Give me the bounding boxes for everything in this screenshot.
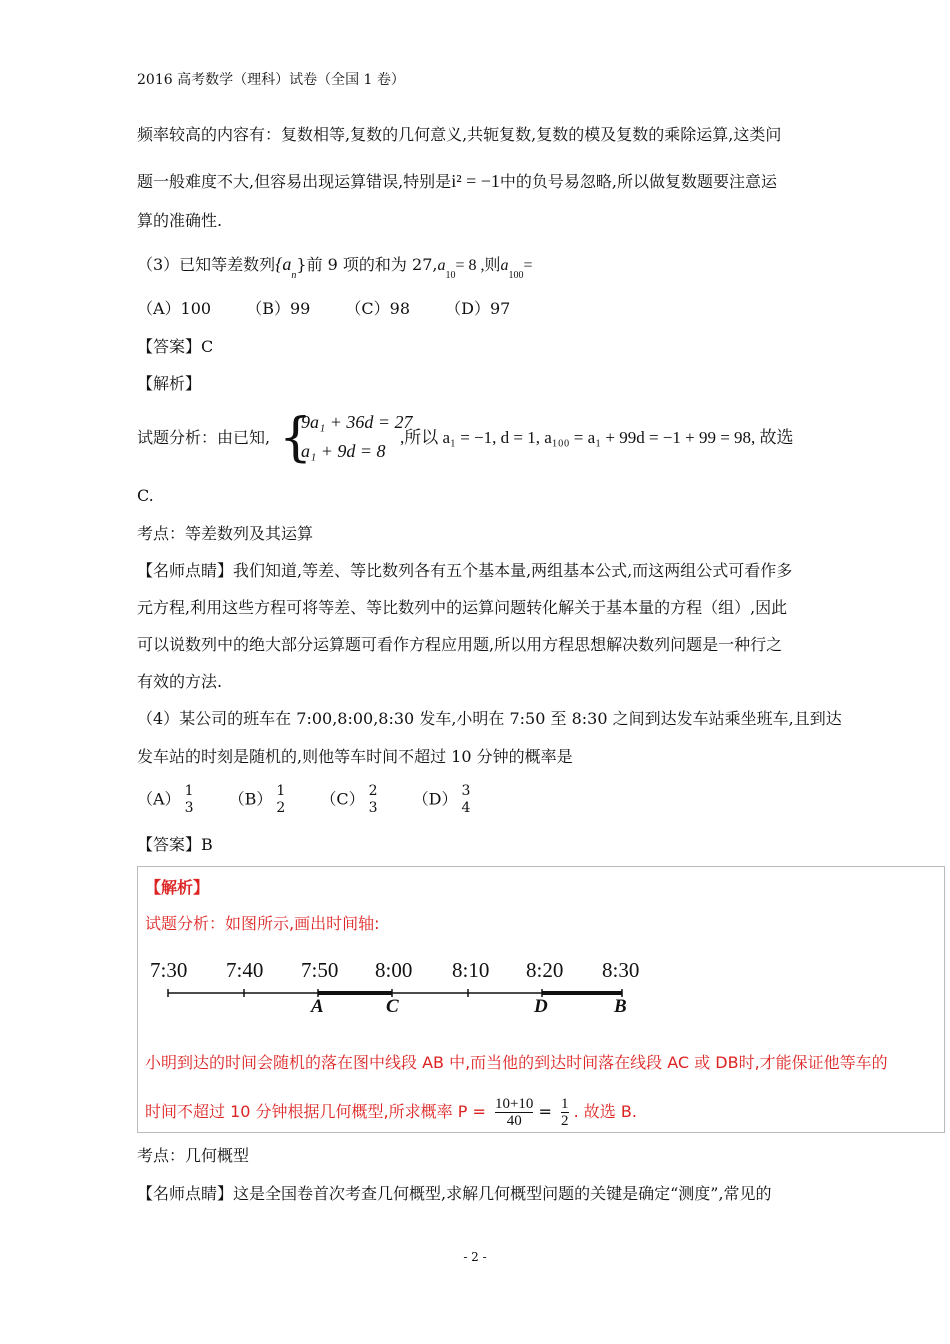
subscript: 10 bbox=[445, 270, 456, 281]
box-text-line: 时间不超过 10 分钟根据几何概型,所求概率 P = $\frac{10+10}{40}$ = $\frac{1}{2}$ . 故选 B. bbox=[145, 1096, 637, 1129]
kaodian: 考点：等差数列及其运算 bbox=[137, 524, 314, 543]
paragraph-line: 算的准确性. bbox=[137, 211, 223, 230]
tip-line: 【名师点睛】我们知道,等差、等比数列各有五个基本量,两组基本公式,而这两组公式可看作多 bbox=[137, 561, 793, 580]
answer: 【答案】B bbox=[137, 835, 213, 854]
analysis-heading: 【解析】 bbox=[137, 374, 202, 393]
point-label-d: D bbox=[534, 996, 548, 1017]
page-header: 2016 高考数学（理科）试卷（全国 1 卷） bbox=[137, 72, 405, 88]
text: 中的负号易忽略,所以做复数题要注意运 bbox=[499, 172, 777, 191]
tip-line: 有效的方法. bbox=[137, 672, 223, 691]
option-c: （C）98 bbox=[345, 299, 411, 318]
option-b: （B） 1 2 bbox=[228, 783, 286, 816]
text: = 8 ,则 bbox=[455, 257, 501, 274]
option-d: （D） 3 4 bbox=[412, 783, 471, 816]
box-analysis: 试题分析：如图所示,画出时间轴: bbox=[145, 914, 380, 933]
text: （3）已知等差数列 bbox=[137, 255, 276, 274]
option-b: （B）99 bbox=[246, 299, 311, 318]
fraction: $\frac{1}{2}$ bbox=[561, 1096, 569, 1129]
kaodian: 考点：几何概型 bbox=[137, 1146, 250, 1165]
time-label: 8:10 bbox=[452, 958, 490, 982]
system-row-1: 9a₁ + 36d = 27 bbox=[301, 412, 413, 432]
formula: a bbox=[437, 257, 446, 274]
point-label-b: B bbox=[614, 996, 627, 1017]
fraction: $\frac{10+10}{40}$ bbox=[494, 1096, 534, 1129]
tip-line: 可以说数列中的绝大部分运算题可看作方程应用题,所以用方程思想解决数列问题是一种行之 bbox=[137, 635, 783, 654]
system-row-2: a₁ + 9d = 8 bbox=[301, 441, 386, 461]
analysis-prefix: 试题分析：由已知, bbox=[137, 428, 271, 447]
text: 题一般难度不大,但容易出现运算错误,特别是 bbox=[137, 172, 452, 191]
point-label-c: C bbox=[386, 996, 399, 1017]
tip-line: 元方程,利用这些方程可将等差、等比数列中的运算问题转化解关于基本量的方程（组）,因此 bbox=[137, 598, 788, 617]
option-a: （A） 1 3 bbox=[137, 783, 194, 816]
box-jiexi: 【解析】 bbox=[145, 878, 210, 897]
question-4-stem: （4）某公司的班车在 7:00,8:00,8:30 发车,小明在 7:50 至 8:30 之间到达发车站乘坐班车,且到达 bbox=[137, 709, 842, 728]
answer: 【答案】C bbox=[137, 337, 214, 356]
time-label: 8:00 bbox=[375, 958, 413, 982]
analysis-suffix: ,所以 a₁ = −1, d = 1, a₁₀₀ = a₁ + 99d = −1 + 99 = 98, 故选 bbox=[400, 428, 794, 447]
time-label: 7:30 bbox=[150, 958, 188, 982]
option-a: （A）100 bbox=[137, 299, 212, 318]
formula: a bbox=[500, 257, 509, 274]
option-c: （C） 2 3 bbox=[320, 783, 378, 816]
question-4-stem: 发车站的时刻是随机的,则他等车时间不超过 10 分钟的概率是 bbox=[137, 747, 573, 766]
subscript: n bbox=[291, 270, 297, 281]
subscript: 100 bbox=[508, 270, 524, 281]
page-number: - 2 - bbox=[463, 1250, 487, 1264]
time-label: 7:40 bbox=[226, 958, 264, 982]
analysis-end: C. bbox=[137, 486, 154, 505]
system-brace: { bbox=[279, 408, 313, 468]
time-label: 8:20 bbox=[526, 958, 564, 982]
formula: i² = −1 bbox=[451, 171, 500, 191]
text: = bbox=[523, 257, 533, 274]
paragraph-line: 频率较高的内容有：复数相等,复数的几何意义,共轭复数,复数的模及复数的乘除运算,这类问 bbox=[137, 125, 782, 144]
time-label: 7:50 bbox=[301, 958, 339, 982]
text: }前 9 项的和为 27, bbox=[296, 255, 438, 274]
time-label: 8:30 bbox=[602, 958, 640, 982]
tip-line: 【名师点睛】这是全国卷首次考查几何概型,求解几何概型问题的关键是确定“测度”,常见的 bbox=[137, 1184, 772, 1203]
option-d: （D）97 bbox=[445, 299, 511, 318]
point-label-a: A bbox=[311, 996, 324, 1017]
box-text-line: 小明到达的时间会随机的落在图中线段 AB 中,而当他的到达时间落在线段 AC 或 DB时,才能保证他等车的 bbox=[145, 1053, 888, 1072]
formula: {a bbox=[275, 254, 292, 274]
